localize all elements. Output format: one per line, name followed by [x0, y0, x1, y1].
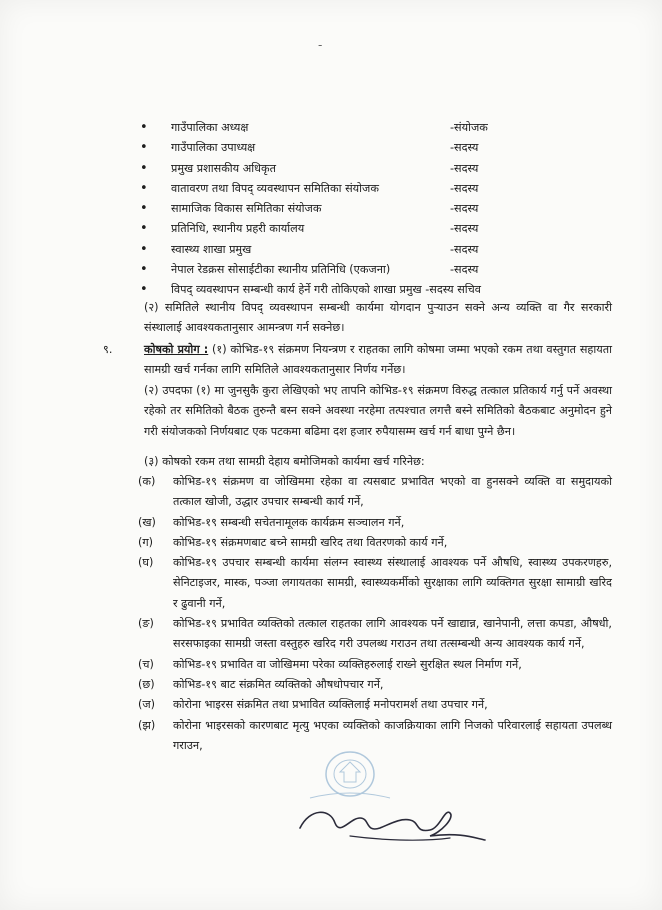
- list-item: [138, 675, 612, 695]
- item-label: (च): [138, 657, 154, 671]
- member-row: • विपद् व्यवस्थापन सम्बन्धी कार्य हेर्ने गरी तोकिएको शाखा प्रमुख -सदस्य सचिव: [140, 280, 610, 300]
- member-role: -सदस्य: [450, 242, 479, 256]
- list-item: [138, 655, 612, 675]
- member-row: • स्वास्थ्य शाखा प्रमुख -सदस्य: [140, 240, 610, 260]
- member-name: वातावरण तथा विपद् व्यवस्थापन समितिका संयोजक: [171, 181, 379, 195]
- member-secretary: विपद् व्यवस्थापन सम्बन्धी कार्य हेर्ने गरी तोकिएको शाखा प्रमुख -सदस्य सचिव: [171, 283, 481, 297]
- member-name: नेपाल रेडक्रस सोसाईटीका स्थानीय प्रतिनिधि (एकजना): [171, 263, 391, 277]
- member-row: • वातावरण तथा विपद् व्यवस्थापन समितिका संयोजक -सदस्य: [140, 179, 610, 199]
- item-text: कोभिड-१९ उपचार सम्बन्धी कार्यमा संलग्न स्वास्थ्य संस्थालाई आवश्यक पर्ने औषधि, स्वास्थ्य उपकरणहरु, सेनिटाइजर, मास्क, पञ्जा लगायतका सामग्री, स्वास्थ्यकर्मीको सुरक्षाका लागि व्यक्तिगत सुरक्षा सामाग्री खरिद र ढुवानी गर्ने,: [173, 556, 612, 610]
- item-text: कोरोना भाइरस संक्रमित तथा प्रभावित व्यक्तिलाई मनोपरामर्श तथा उपचार गर्ने,: [173, 698, 488, 712]
- list-item: [138, 472, 612, 513]
- member-row: • सामाजिक विकास समितिका संयोजक -सदस्य: [140, 199, 610, 219]
- section-paragraph-2: (२) उपदफा (१) मा जुनसुकै कुरा लेखिएको भए तापनि कोभिड-१९ संक्रमण विरुद्ध तत्काल प्रतिकार्य गर्नु पर्ने अवस्था रहेको तर समितिको बैठक तुरुन्तै बस्न सक्ने अवस्था नरहेमा तत्पश्चात लगत्तै बस्ने समितिको बैठकबाट अनुमोदन हुने गरी संयोजकको निर्णयबाट एक पटकमा बढिमा दश हजार रुपैयासम्म खर्च गर्न बाधा पुग्ने छैन।: [144, 384, 612, 438]
- member-row: • प्रमुख प्रशासकीय अधिकृत -सदस्य: [140, 159, 610, 179]
- list-item: [138, 614, 612, 655]
- item-label: (घ): [138, 556, 154, 570]
- member-role: -सदस्य: [450, 202, 479, 216]
- item-text: कोभिड-१९ प्रभावित वा जोखिममा परेका व्यक्तिहरुलाई राख्ने सुरक्षित स्थल निर्माण गर्ने,: [173, 657, 522, 671]
- member-row: • नेपाल रेडक्रस सोसाईटीका स्थानीय प्रतिनिधि (एकजना) -सदस्य: [140, 260, 610, 280]
- clause-2-paragraph: (२) समितिले स्थानीय विपद् व्यवस्थापन सम्बन्धी कार्यमा योगदान पुऱ्याउन सक्ने अन्य व्यक्ति वा गैर सरकारी संस्थालाई आवश्यकतानुसार आमन्त्रण गर्न सक्नेछ।: [144, 301, 612, 335]
- item-label: (झ): [138, 718, 156, 732]
- member-row: • गाउँपालिका अध्यक्ष -संयोजक: [140, 118, 610, 138]
- list-item: [138, 553, 612, 614]
- member-role: -संयोजक: [450, 121, 488, 134]
- item-text: कोभिड-१९ संक्रमणबाट बच्ने सामग्री खरिद तथा वितरणको कार्य गर्ने,: [173, 535, 448, 549]
- item-label: (छ): [138, 677, 155, 691]
- list-item: [138, 533, 612, 553]
- section-title: कोषको प्रयोग :: [144, 343, 209, 356]
- member-name: प्रतिनिधि, स्थानीय प्रहरी कार्यालय: [171, 222, 305, 236]
- member-role: -सदस्य: [450, 222, 479, 236]
- item-text: कोभिड-१९ बाट संक्रमित व्यक्तिको औषधोपचार गर्ने,: [173, 677, 384, 691]
- list-item: [138, 513, 612, 533]
- item-text: कोरोना भाइरसको कारणबाट मृत्यु भएका व्यक्तिको काजक्रियाका लागि निजको परिवारलाई सहायता उपलब्ध गराउन,: [173, 718, 612, 752]
- section-1-text: (१) कोभिड-१९ संक्रमण नियन्त्रण र राहतका लागि कोषमा जम्मा भएको रकम तथा वस्तुगत सहायता सामग्री खर्च गर्नका लागि समितिले आवश्यकतानुसार निर्णय गर्नेछ।: [144, 343, 612, 377]
- item-text: कोभिड-१९ सम्बन्धी सचेतनामूलक कार्यक्रम सञ्चालन गर्ने,: [173, 515, 405, 529]
- member-role: -सदस्य: [450, 181, 479, 195]
- item-label: (क): [138, 475, 156, 488]
- item-label: (ज): [138, 698, 156, 712]
- section-number: ९.: [103, 343, 113, 356]
- member-role: -सदस्य: [450, 141, 479, 155]
- member-role: -सदस्य: [450, 263, 479, 277]
- list-item: [138, 695, 612, 715]
- item-label: (ङ): [138, 617, 154, 631]
- section-paragraph-1: [144, 340, 612, 381]
- committee-member-list: [140, 118, 610, 301]
- item-label: (ग): [138, 535, 154, 549]
- member-role: -सदस्य: [450, 161, 479, 175]
- section-paragraph-3: (३) कोषको रकम तथा सामग्री देहाय बमोजिमको कार्यमा खर्च गरिनेछ:: [144, 455, 425, 468]
- member-name: प्रमुख प्रशासकीय अधिकृत: [171, 161, 277, 175]
- expense-item-list: [138, 472, 612, 756]
- item-label: (ख): [138, 515, 156, 529]
- item-text: कोभिड-१९ संक्रमण वा जोखिममा रहेका वा त्यसबाट प्रभावित भएको वा हुनसक्ने व्यक्ति वा समुदायको तत्काल खोजी, उद्धार उपचार सम्बन्धी कार्य गर्ने,: [173, 475, 612, 509]
- member-name: गाउँपालिका अध्यक्ष: [171, 121, 249, 134]
- member-name: सामाजिक विकास समितिका संयोजक: [171, 202, 322, 216]
- top-mark: -: [318, 38, 323, 52]
- member-row: • गाउँपालिका उपाध्यक्ष -सदस्य: [140, 138, 610, 158]
- handwritten-signature: [290, 788, 490, 848]
- member-row: • प्रतिनिधि, स्थानीय प्रहरी कार्यालय -सदस्य: [140, 219, 610, 239]
- member-name: गाउँपालिका उपाध्यक्ष: [171, 141, 256, 155]
- member-name: स्वास्थ्य शाखा प्रमुख: [171, 242, 252, 256]
- item-text: कोभिड-१९ प्रभावित व्यक्तिको तत्काल राहतका लागि आवश्यक पर्ने खाद्यान्न, खानेपानी, लत्ता कपडा, औषधी, सरसफाइका सामग्री जस्ता वस्तुहरु खरिद गरी उपलब्ध गराउन तथा तत्सम्बन्धी अन्य आवश्यक कार्य गर्ने,: [173, 617, 612, 651]
